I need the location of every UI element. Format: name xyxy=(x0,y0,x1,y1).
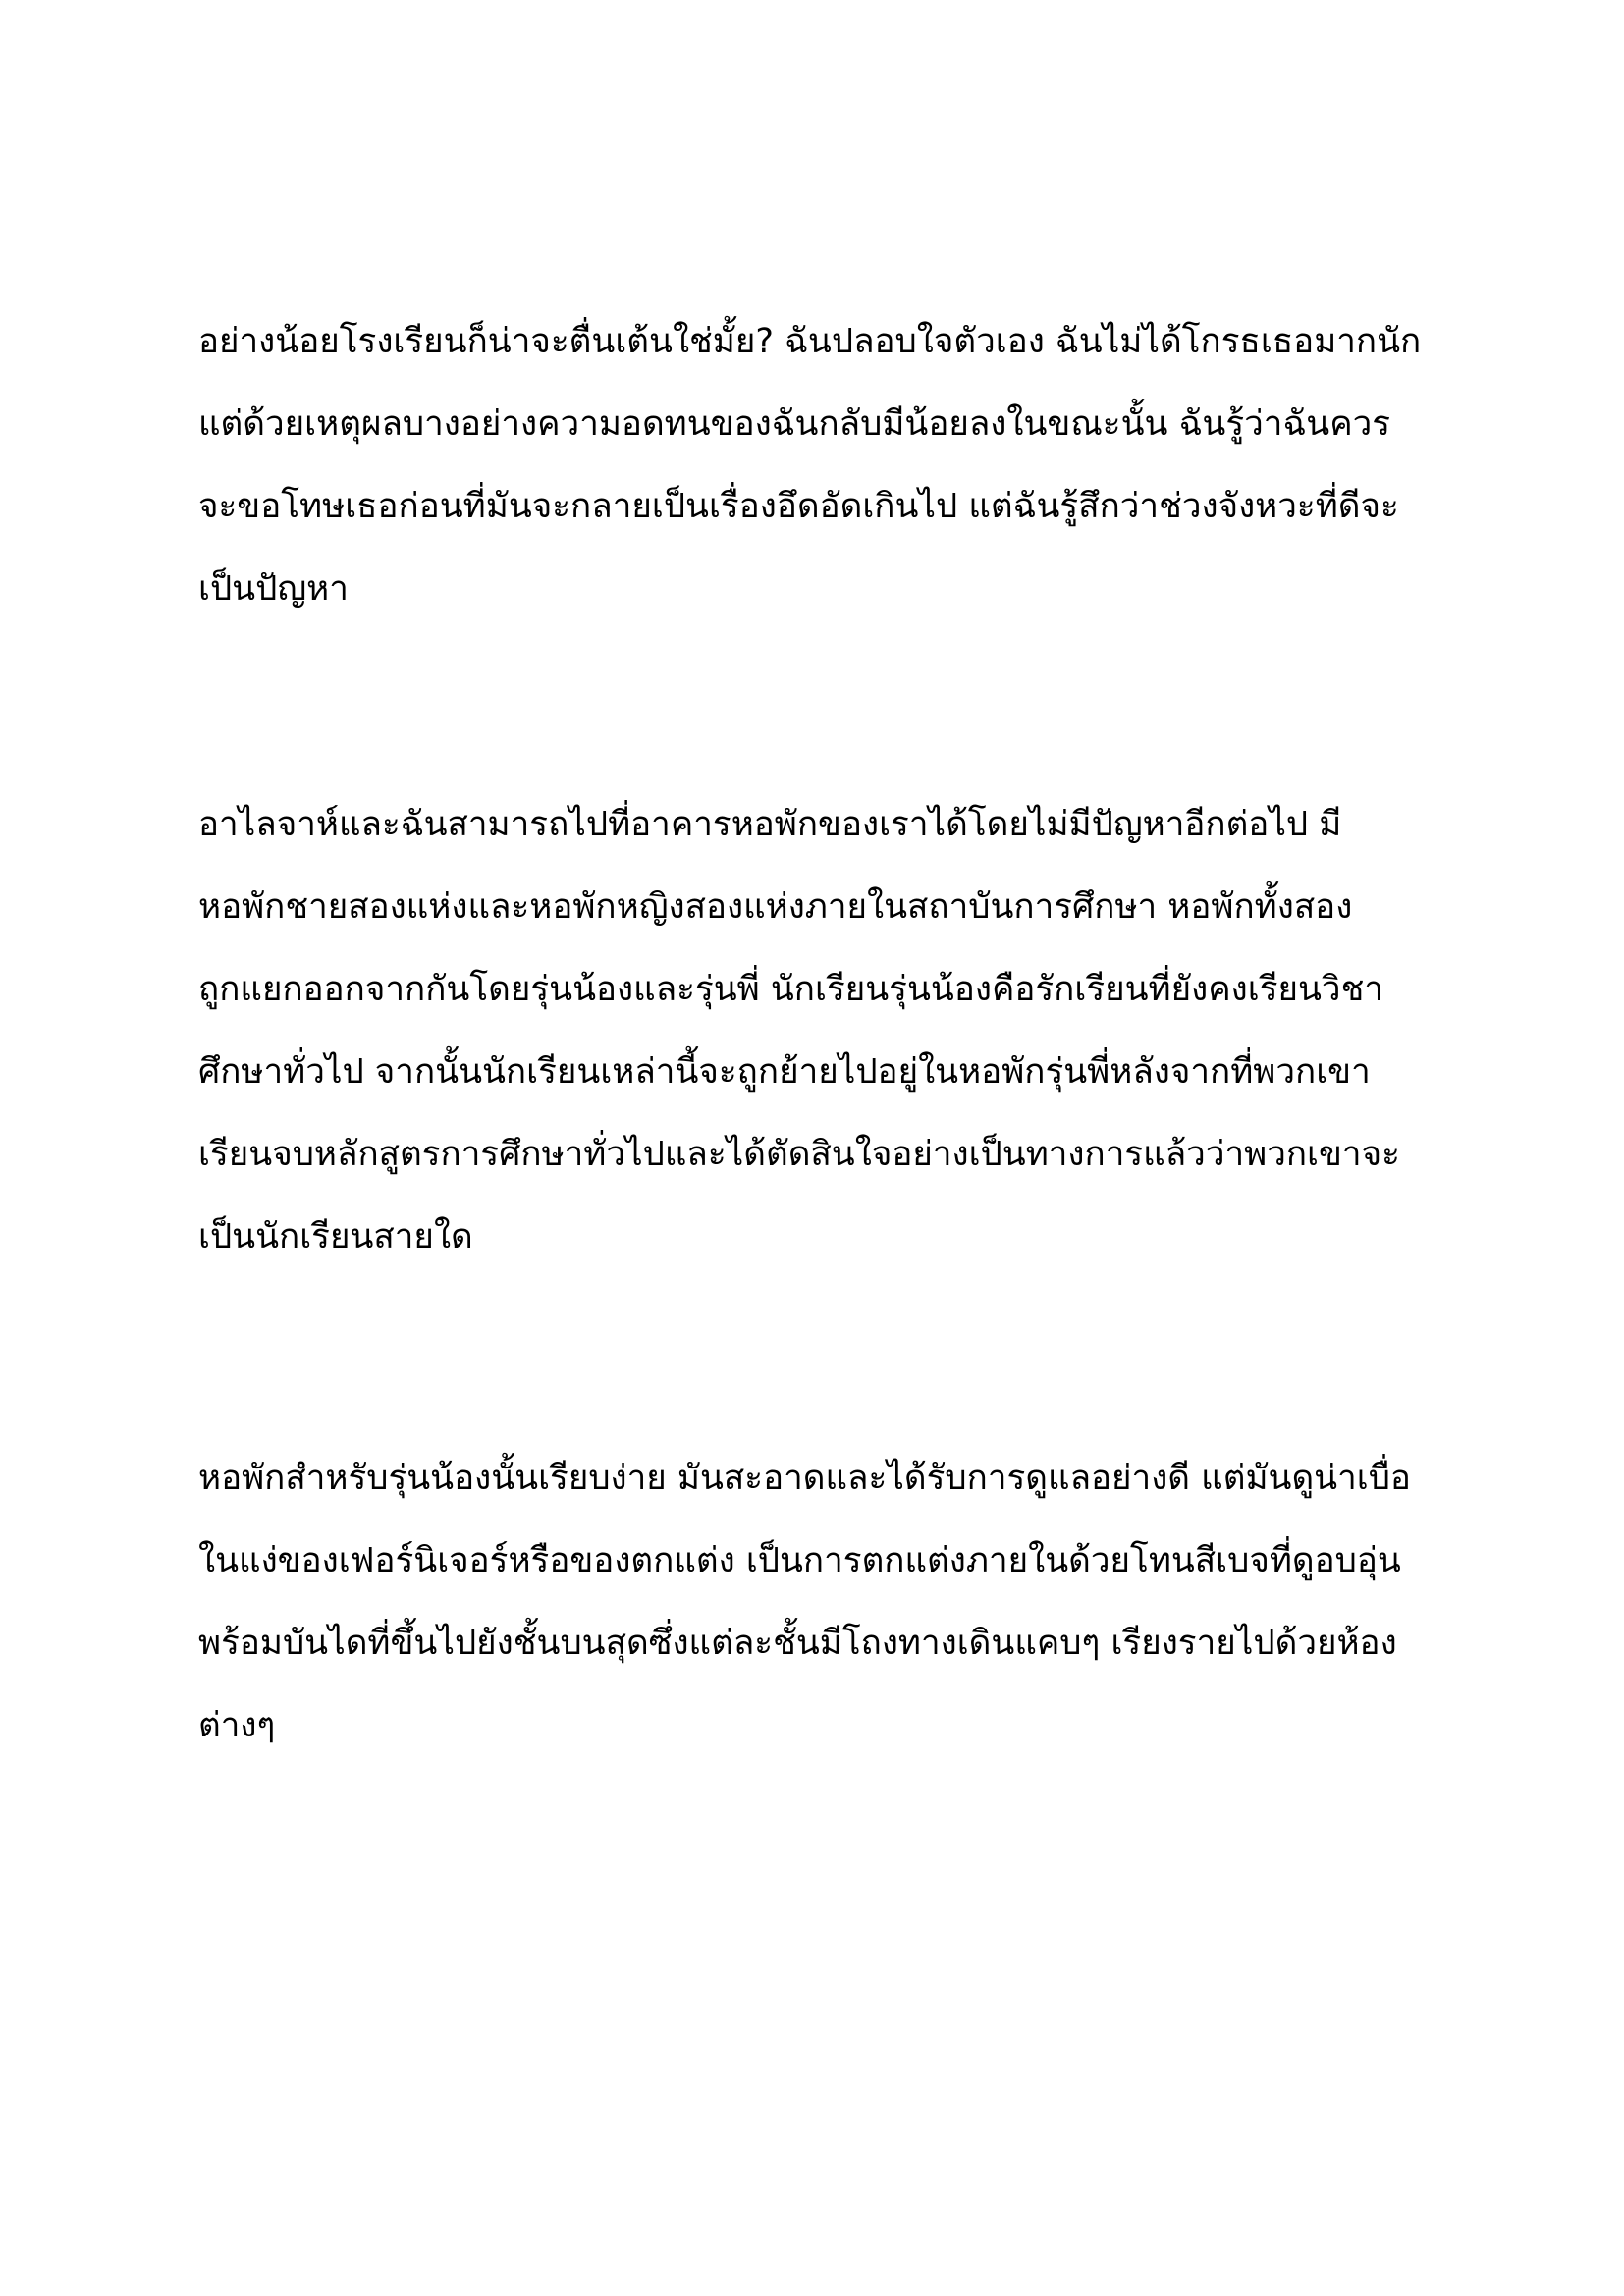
paragraph-line: อาไลจาห์และฉันสามารถไปที่อาคารหอพักของเราได้โดยไม่มีปัญหาอีกต่อไป มี xyxy=(198,805,1342,844)
paragraph-1 xyxy=(198,300,1475,630)
paragraph-line: ต่างๆ xyxy=(198,1706,276,1745)
paragraph-line: เป็นปัญหา xyxy=(198,569,349,609)
paragraph-line: เป็นนักเรียนสายใด xyxy=(198,1217,473,1256)
paragraph-line: ถูกแยกออกจากกันโดยรุ่นน้องและรุ่นพี่ นักเรียนรุ่นน้องคือรักเรียนที่ยังคงเรียนวิชา xyxy=(198,970,1383,1009)
paragraph-3 xyxy=(198,1437,1475,1767)
paragraph-line: แต่ด้วยเหตุผลบางอย่างความอดทนของฉันกลับมีน้อยลงในขณะนั้น ฉันรู้ว่าฉันควร xyxy=(198,404,1391,444)
paragraph-line: เรียนจบหลักสูตรการศึกษาทั่วไปและได้ตัดสินใจอย่างเป็นทางการแล้วว่าพวกเขาจะ xyxy=(198,1135,1400,1174)
paragraph-2 xyxy=(198,783,1475,1278)
paragraph-line: หอพักชายสองแห่งและหอพักหญิงสองแห่งภายในสถาบันการศึกษา หอพักทั้งสอง xyxy=(198,887,1353,927)
paragraph-line: ศึกษาทั่วไป จากนั้นนักเรียนเหล่านี้จะถูกย้ายไปอยู่ในหอพักรุ่นพี่หลังจากที่พวกเขา xyxy=(198,1052,1371,1092)
paragraph-line: ในแง่ของเฟอร์นิเจอร์หรือของตกแต่ง เป็นการตกแต่งภายในด้วยโทนสีเบจที่ดูอบอุ่น xyxy=(198,1541,1401,1580)
paragraph-line: อย่างน้อยโรงเรียนก็น่าจะตื่นเต้นใช่มั้ย? ฉันปลอบใจตัวเอง ฉันไม่ได้โกรธเธอมากนัก xyxy=(198,322,1422,361)
paragraph-line: หอพักสำหรับรุ่นน้องนั้นเรียบง่าย มันสะอาดและได้รับการดูแลอย่างดี แต่มันดูน่าเบื่อ xyxy=(198,1459,1411,1498)
paragraph-line: จะขอโทษเธอก่อนที่มันจะกลายเป็นเรื่องอึดอัดเกินไป แต่ฉันรู้สึกว่าช่วงจังหวะที่ดีจะ xyxy=(198,487,1399,526)
paragraph-line: พร้อมบันไดที่ขึ้นไปยังชั้นบนสุดซึ่งแต่ละชั้นมีโถงทางเดินแคบๆ เรียงรายไปด้วยห้อง xyxy=(198,1624,1397,1663)
